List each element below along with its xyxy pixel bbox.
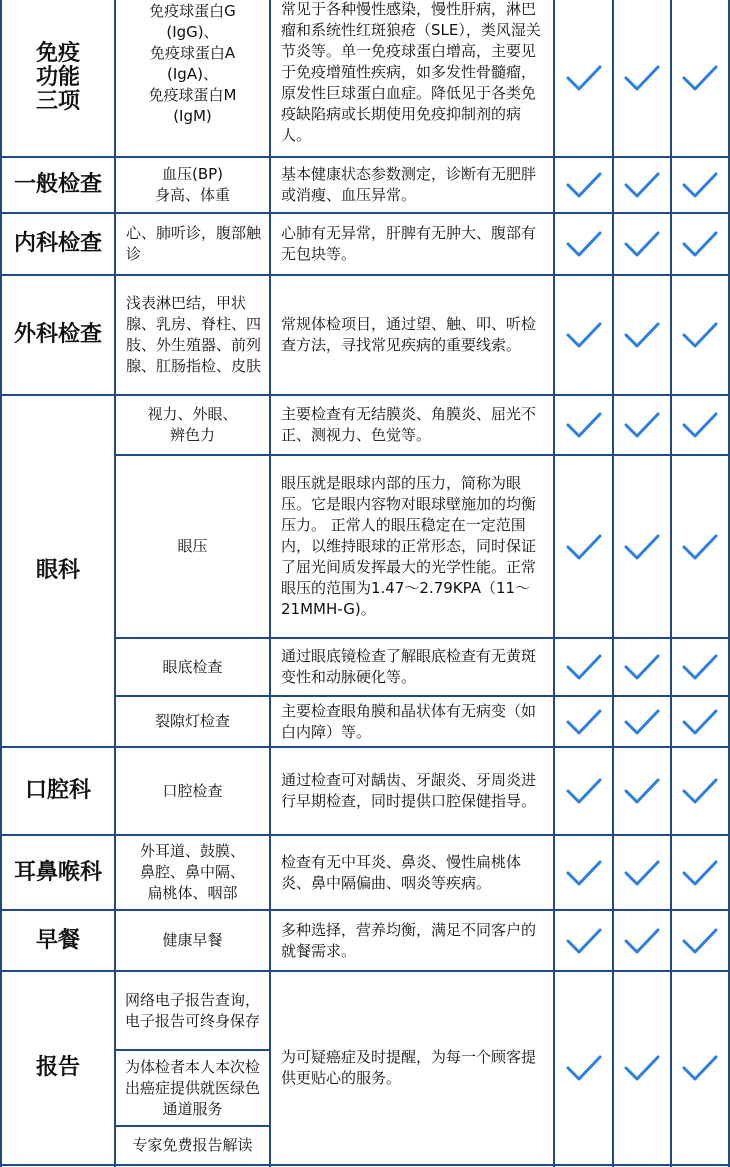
check-icon [555, 0, 612, 156]
category-cell: 早餐 [35, 927, 80, 953]
check-icon [555, 396, 612, 454]
item-cell: 网络电子报告查询，电子报告可终身保存 [124, 990, 260, 1030]
category-cell: 免疫 功能 三项 [35, 41, 80, 114]
description-cell: 主要检查有无结膜炎、角膜炎、屈光不正、测视力、色觉等。 [281, 405, 537, 444]
category-cell: 耳鼻喉科 [13, 859, 102, 885]
check-icon [672, 911, 728, 970]
check-icon [614, 639, 670, 695]
check-icon [614, 972, 670, 1164]
item-cell: 健康早餐 [162, 931, 223, 949]
item-cell: 免疫球蛋白G (IgG)、 免疫球蛋白A (IgA)、 免疫球蛋白M (IgM) [148, 2, 237, 125]
check-icon [614, 214, 670, 274]
check-icon [555, 836, 612, 909]
description-cell: 眼压就是眼球内部的压力，简称为眼压。它是眼内容物对眼球壁施加的均衡压力。 正常人的眼压稳定在一定范围内，以维持眼球的正常形态，同时保证了屈光间质发挥最大的光学性能。正常眼压的范围为1.47～2.79KPA（11～21MMH-G)。 [281, 474, 537, 618]
description-cell: 通过检查可对龋齿、牙龈炎、牙周炎进行早期检查，同时提供口腔保健指导。 [281, 771, 537, 810]
check-icon [555, 158, 612, 212]
check-icon [555, 639, 612, 695]
table-border-bottom [0, 1164, 730, 1166]
item-cell: 裂隙灯检查 [154, 712, 230, 730]
check-icon [672, 456, 728, 637]
check-icon [614, 697, 670, 746]
check-icon [672, 836, 728, 909]
check-icon [672, 396, 728, 454]
item-cell: 口腔检查 [162, 781, 223, 800]
check-icon [555, 456, 612, 637]
check-icon [672, 697, 728, 746]
check-icon [555, 276, 612, 394]
item-cell: 专家免费报告解读 [132, 1136, 253, 1154]
description-cell: 为可疑癌症及时提醒，为每一个顾客提供更贴心的服务。 [281, 1048, 537, 1087]
item-cell: 心、肺听诊，腹部触诊 [126, 224, 262, 263]
category-cell: 外科检查 [13, 322, 102, 347]
description-cell: 检查有无中耳炎、鼻炎、慢性扁桃体炎、鼻中隔偏曲、咽炎等疾病。 [281, 852, 522, 892]
check-icon [614, 911, 670, 970]
category-cell: 口腔科 [24, 778, 91, 803]
check-icon [672, 748, 728, 834]
item-cell: 为体检者本人本次检出癌症提供就医绿色通道服务 [124, 1057, 260, 1118]
description-cell: 常见于各种慢性感染，慢性肝病，淋巴瘤和系统性红斑狼疮（SLE），类风湿关节炎等。单一免疫球蛋白增高，主要见于免疫增殖性疾病，如多发性骨髓瘤，原发性巨球蛋白血症。降低见于各类免疫缺陷病或长期使用免疫抑制剂的病人。 [281, 0, 541, 144]
description-cell: 基本健康状态参数测定，诊断有无肥胖或消瘦、血压异常。 [281, 165, 537, 204]
check-icon [555, 972, 612, 1164]
check-icon [614, 396, 670, 454]
check-icon [672, 276, 728, 394]
check-icon [614, 748, 670, 834]
item-cell: 眼压 [177, 537, 208, 555]
check-icon [555, 911, 612, 970]
check-icon [614, 836, 670, 909]
description-cell: 常规体检项目，通过望、触、叩、听检查方法，寻找常见疾病的重要线索。 [281, 315, 537, 354]
check-icon [672, 214, 728, 274]
check-icon [555, 214, 612, 274]
check-icon [672, 972, 728, 1164]
category-cell: 报告 [35, 1055, 80, 1080]
check-icon [614, 456, 670, 637]
item-cell: 浅表淋巴结，甲状腺、乳房、脊柱、四肢、外生殖器、前列腺、肛肠指检、皮肤 [126, 294, 262, 375]
check-icon [555, 748, 612, 834]
category-cell: 眼科 [35, 558, 80, 583]
check-icon [614, 158, 670, 212]
check-icon [672, 158, 728, 212]
check-icon [672, 0, 728, 156]
category-cell: 内科检查 [13, 231, 102, 256]
description-cell: 心肺有无异常，肝脾有无肿大、腹部有无包块等。 [281, 224, 537, 263]
item-cell: 视力、外眼、 辨色力 [147, 405, 238, 444]
description-cell: 多种选择，营养均衡，满足不同客户的就餐需求。 [281, 920, 537, 960]
check-icon [555, 697, 612, 746]
check-icon [614, 276, 670, 394]
category-cell: 一般检查 [13, 172, 102, 197]
description-cell: 通过眼底镜检查了解眼底检查有无黄斑变性和动脉硬化等。 [281, 647, 537, 686]
item-cell: 眼底检查 [162, 657, 223, 676]
item-cell: 外耳道、鼓膜、 鼻腔、鼻中隔、 扁桃体、咽部 [139, 842, 245, 902]
check-icon [614, 0, 670, 156]
description-cell: 主要检查眼角膜和晶状体有无病变（如白内障）等。 [281, 701, 537, 741]
item-cell: 血压(BP) 身高、体重 [154, 165, 230, 204]
check-icon [672, 639, 728, 695]
